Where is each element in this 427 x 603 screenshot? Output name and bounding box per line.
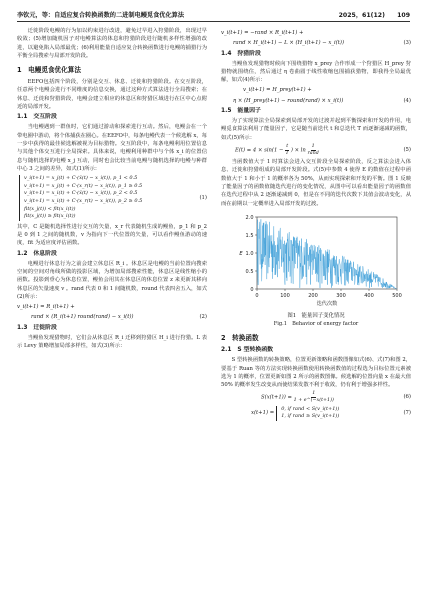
equation-7 — [221, 406, 411, 421]
section-1-2-title: 1.2 休息阶段 — [17, 250, 57, 257]
equation-3 — [221, 29, 411, 37]
y-axis-label: E — [239, 250, 243, 257]
section-1-3-title: 1.3 迁徙阶段 — [17, 324, 57, 331]
y-tick-label-1: 1.0 — [245, 250, 254, 257]
equation-2-number: (2) — [199, 314, 207, 321]
running-header — [17, 8, 410, 20]
equation-7-number: (7) — [403, 410, 411, 417]
eq5-frac2-den: rand — [307, 150, 319, 156]
header-right — [329, 10, 410, 19]
intro-paragraph: 迁徙阶段电鳗的行为加以约束进行改进，避免过早进入狩猎阶段，出现过早收敛；(5)增加随机因子对电鳗算法的体息和狩猎阶段进行随机多样性增强的改进，以避免陷入局部最优；(6)利用能量自适应复合转换函数进行电鳗的捕猎行为平衡全局搜索与局部开发阶段。 — [17, 28, 207, 59]
eq1-case-2: v_i(t+1) = x_j(t) + C·(x_r(t) − x_i(t)), p_1 ≥ 0.5 — [24, 182, 143, 189]
energy-factor-series-line — [257, 219, 397, 289]
equation-2-row-2 — [17, 313, 207, 321]
equation-3-line-1: v_i(t+1) = −rand × R_i(t+1) + — [221, 30, 304, 36]
eq1-condition-2: fit(x_j(t)) ≥ fit(x_i(t)) — [24, 213, 76, 220]
x-tick-label-500: 500 — [392, 292, 402, 299]
equation-5-number: (5) — [403, 146, 411, 153]
header-authors-title: 李钦元，等：自适应复合转换函数的二进制电鳗觅食优化算法 — [17, 11, 185, 19]
section-1-4-title: 1.4 狩猎阶段 — [221, 50, 261, 57]
equation-1-number: (1) — [199, 194, 207, 201]
energy-factor-chart — [221, 211, 411, 307]
y-tick-label-0.5: 0.5 — [245, 268, 254, 275]
x-tick-label-400: 400 — [364, 292, 374, 299]
eq5-frac1-num: t — [286, 143, 289, 149]
left-column — [17, 27, 207, 350]
header-page-number: 109 — [397, 11, 410, 19]
eq6-den: 1 + e^(−x(t+1)) — [293, 398, 334, 404]
section-1-2-paragraph: 电鳗进行休息行为之前会建立休息区 R_i 。休息区是电鳗的当前位置向搜索空间的空间对角线所做的投影区域，为增加局部搜索性能，休息区是线性缩小的函数。投影到垂心为休息位置，鳗鱼会用其在休息区的休息位置 z 来更新其移向休息区的矢量速度 v 。rand 代表 0 和 1 间随机数，round 代表四舍五入，如式(2)所示： — [17, 260, 207, 300]
header-year-issue: 2025，61(12) — [338, 11, 385, 19]
x-tick-label-0: 0 — [255, 292, 259, 299]
section-1-1-paragraph: 当电鳗遇到一群鱼时，它们通过游动和探索进行互动。然后，电鳗会在一个带电圈中游动，将个体捕获在圈心。在EEFO中，每条电鳗代表一个候选解 x，每一步中获得的最佳候选解被视为目标猎物。交互阶段中，每条电鳗利用位置信息与其他个体交互进行全局探索。具体来说，电鳗利用种群中与个体 x_i 的位置信息与随机选择的电鳗 x_j 互动，同时也会比较当前电鳗与随机选择的电鳗与种群中心 3 之间的差异，如式(1)所示： — [17, 124, 207, 172]
y-tick-label-0: 0 — [250, 286, 254, 293]
section-1-5-paragraph: 为了实现算法全局探索到局部开发的过渡并起到平衡探索和开发的作用，电鳗觅食算法利用了能量因子，它是随当前迭代 t 和总迭代 T 而逐渐递减的函数，如式(5)所示： — [221, 118, 411, 141]
y-tick-label-2: 2.0 — [245, 214, 254, 221]
eq1-case-3: v_i(t+1) = x_i(t) + C·(x̄(t) − x_i(t)), p_2 < 0.5 — [24, 190, 138, 197]
equation-1 — [17, 175, 207, 221]
section-1-title: 1 电鳗觅食优化算法 — [17, 66, 81, 75]
eq5-frac1-den: T — [285, 150, 289, 156]
plot-frame — [257, 217, 397, 289]
equation-4-line-2: η × (H_prey(t+1) − round(rand) × x_i(t)) — [233, 97, 344, 104]
figure-1 — [221, 211, 411, 310]
equation-2 — [17, 303, 207, 311]
equation-7-cases — [276, 406, 339, 421]
equation-6-lhs: S(x(t+1)) = — [261, 395, 294, 402]
x-tick-label-300: 300 — [336, 292, 346, 299]
section-1-1-title: 1.1 交互阶段 — [17, 114, 57, 121]
section-1-5-title: 1.5 能量因子 — [221, 108, 261, 115]
equation-4-row-2 — [221, 97, 411, 105]
section-1-5-paragraph-2: 当函数值大于 1 时算法会进入交互阶段全局探索阶段，反之算法会进入体息、迁徙和狩猎组成的局部开发阶段。式(5)中参数 4 使得 E 的数值在过程中函数值大于 1 和小于 1 的概率各为 50%，从而实现探索和开发的平衡。图 1 反映了能量因子的函数值随迭代进行的变化情况，从图中可以看出能量因子的函数值在迭代过程中从 2 逐渐递减到 0，但是在不同的迭代次数下其值会波动变化，从而在前期以一定概率进入局部开发的过渡。 — [221, 159, 411, 207]
equation-6-body — [221, 391, 334, 403]
y-tick-label-1.5: 1.5 — [245, 232, 254, 239]
section-1-paragraph: EEFO包括四个阶段，分别是交互、休息、迁徙和狩猎阶段。在交互阶段，任意两个电鳗会进行不同维度的信息交换，通过这种方式算法进行全局搜索；在休息、迁徙和狩猎阶段，电鳗会建立相应的休息区和狩猎区域进行在区中心点附近的局部开发。 — [17, 79, 207, 111]
section-2-title: 2 转换函数 — [221, 334, 259, 343]
equation-2-line-1: v_i(t+1) = R_i(t+1) + — [17, 304, 75, 311]
section-1-1-paragraph-2: 其中，C 是随机选择性进行交互的矢量，x_r 代表随机生成的鳗鱼，p_1 和 p_2 是 0 到 1 之间的随机数，v 为指向下一代位置的矢量，可以看作鳗鱼游动的速度，fit 为适应度评估函数。 — [17, 223, 207, 247]
equation-6 — [221, 391, 411, 403]
x-axis-label: 迭代次数 — [316, 300, 338, 307]
eq1-condition-1: fit(x_j(t)) < fit(x_i(t)) — [24, 205, 76, 212]
equation-5 — [221, 144, 411, 156]
eq5-frac2-num: 1 — [311, 143, 315, 149]
x-tick-label-200: 200 — [308, 292, 318, 299]
section-2-1-title: 2.1 S 型转换函数 — [221, 347, 274, 354]
equation-3-line-2: rand × H_i(t+1) − L × (H_i(t+1) − x_i(t)) — [233, 40, 345, 47]
equation-5-mid: ) × ln — [290, 147, 308, 154]
equation-3-row-2 — [221, 39, 411, 47]
equation-7-lhs: x(t+1) = — [251, 410, 275, 417]
eq7-case-2: 1, if rand ≥ S(v_i(t+1)) — [281, 413, 340, 420]
section-1-3-paragraph: 当鳗鱼发现猎物时，它们会从休息区 R_i 迁移到狩猎区 H_i 进行狩猎。L 表示 Levy 策略增加局部多样性，如式(3)所示： — [17, 334, 207, 349]
figure-1-caption-en: Fig.1 Behavior of energy factor — [273, 321, 359, 328]
figure-1-caption — [221, 312, 411, 328]
eq6-num: 1 — [312, 391, 316, 397]
equation-5-lhs: E(t) = 4 × sin(1 − — [235, 147, 286, 154]
equation-6-number: (6) — [403, 394, 411, 401]
equation-4-line-1: v_i(t+1) = H_prey(t+1) + — [243, 87, 312, 94]
equation-1-lines — [19, 175, 199, 221]
figure-1-caption-cn: 图1 能量因子变化情况 — [287, 313, 345, 320]
section-2-1-paragraph: S 型转换函数的转换策略，位置更新策略和函数图像如式(6)、式(7)和图 2，要基于 Ruan 等的方法实现转换函数使用转换函数值的过程选为目标位置元素被选为 1 的概率，位置更新如图 2 所示的函数图像。候选解的位置向量 x 在最大值 50% 的概率发生改变从而使结果发散不利于收敛，仍有利于增强多样性。 — [221, 357, 411, 389]
equation-6-fraction — [294, 391, 334, 403]
section-1-4-paragraph: 当鳗鱼发现猎物时候向下围绕猎物 x_prey 合作形成一个狩猎区 H_prey 狩猎物就围绕住，然后通过 η 卷曲圆于线性收缩包围捕获猎物，即我得全局最优解，如式(4)所示： — [221, 60, 411, 84]
header-rule — [17, 21, 410, 22]
equation-5-fraction-1 — [285, 144, 289, 156]
equation-5-fraction-2 — [307, 144, 318, 156]
x-tick-label-100: 100 — [280, 292, 290, 299]
eq1-case-4: v_i(t+1) = x_i(t) + C·(x_r(t) − x_i(t)), p_2 ≥ 0.5 — [24, 197, 143, 204]
eq7-case-1: 0, if rand < S(v_i(t+1)) — [281, 405, 340, 412]
equation-3-number: (3) — [403, 40, 411, 47]
equation-4 — [221, 86, 411, 94]
right-column — [221, 27, 411, 423]
equation-4-number: (4) — [403, 97, 411, 104]
equation-2-line-2: rand × (R_i(t+1) round(rand) − x_i(t)) — [31, 314, 134, 321]
eq1-case-1: v_i(t+1) = x_j(t) + C·(x̄(t) − x_i(t)), p_1 < 0.5 — [24, 175, 138, 182]
equation-5-body — [221, 144, 319, 156]
